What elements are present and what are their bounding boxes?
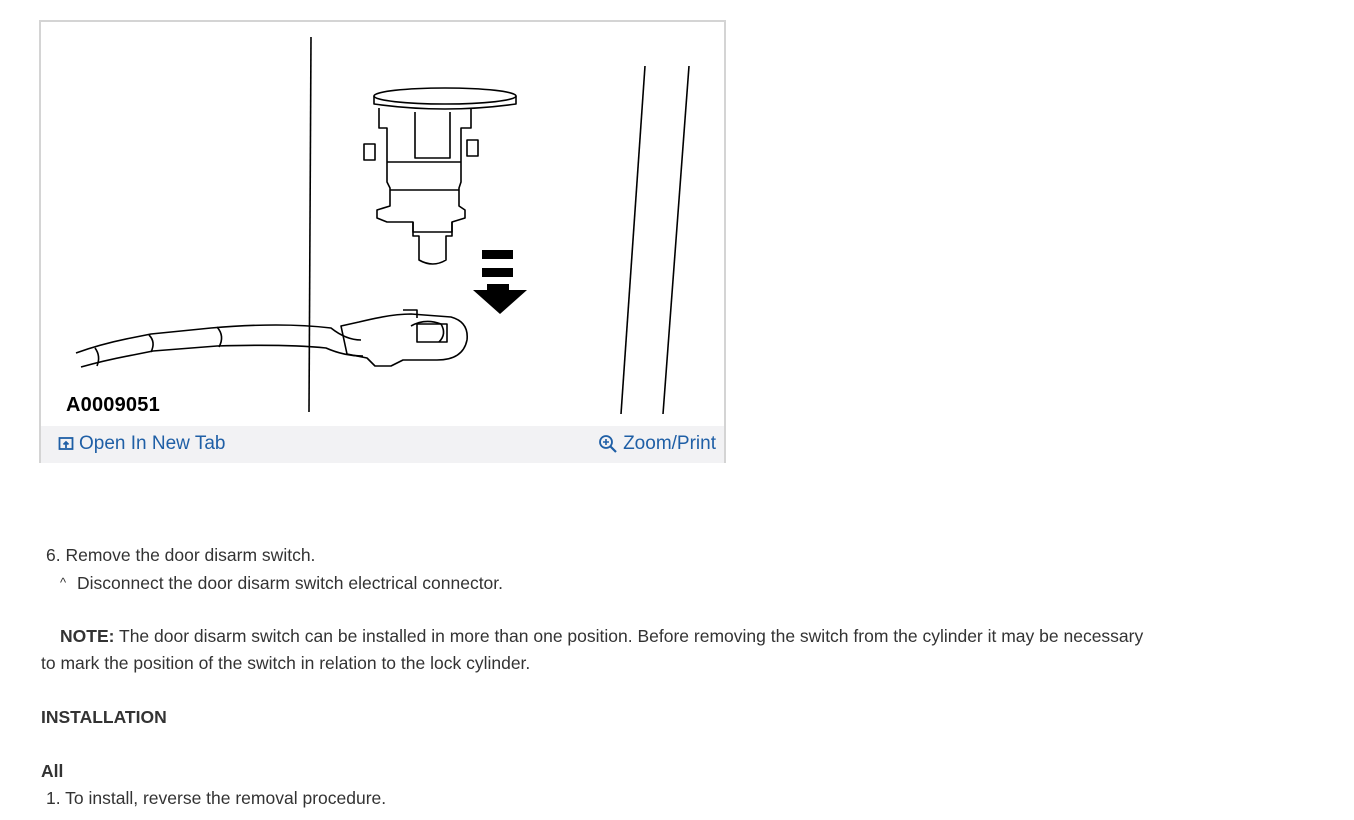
zoom-print-link[interactable] bbox=[598, 433, 716, 455]
open-in-new-tab-link[interactable] bbox=[58, 433, 225, 455]
installation-heading: INSTALLATION bbox=[41, 707, 167, 727]
figure-action-bar bbox=[41, 426, 724, 463]
open-in-new-tab-label: Open In New Tab bbox=[79, 433, 226, 454]
step-6-bullet bbox=[60, 569, 503, 597]
bullet-text: Disconnect the door disarm switch electrical connector. bbox=[76, 573, 504, 593]
note-label: NOTE: bbox=[60, 626, 115, 646]
zoom-in-icon bbox=[598, 434, 618, 454]
installation-subheading: All bbox=[41, 761, 64, 781]
door-disarm-switch-diagram bbox=[41, 22, 724, 426]
note-text-1: The door disarm switch can be installed in more than one position. Before removing the switch from the cylinder it may be necessary bbox=[119, 626, 1144, 646]
zoom-print-label: Zoom/Print bbox=[623, 433, 716, 454]
note-line-2: to mark the position of the switch in relation to the lock cylinder. bbox=[41, 653, 531, 673]
open-new-tab-icon bbox=[58, 436, 74, 452]
step-6-text: 6. Remove the door disarm switch. bbox=[46, 545, 316, 565]
install-step-1: 1. To install, reverse the removal procedure. bbox=[46, 788, 387, 808]
figure-id-label: A0009051 bbox=[66, 394, 160, 416]
note-line-1 bbox=[60, 623, 1143, 650]
illustration-figure bbox=[39, 20, 726, 463]
bullet-marker: ^ bbox=[60, 575, 67, 590]
